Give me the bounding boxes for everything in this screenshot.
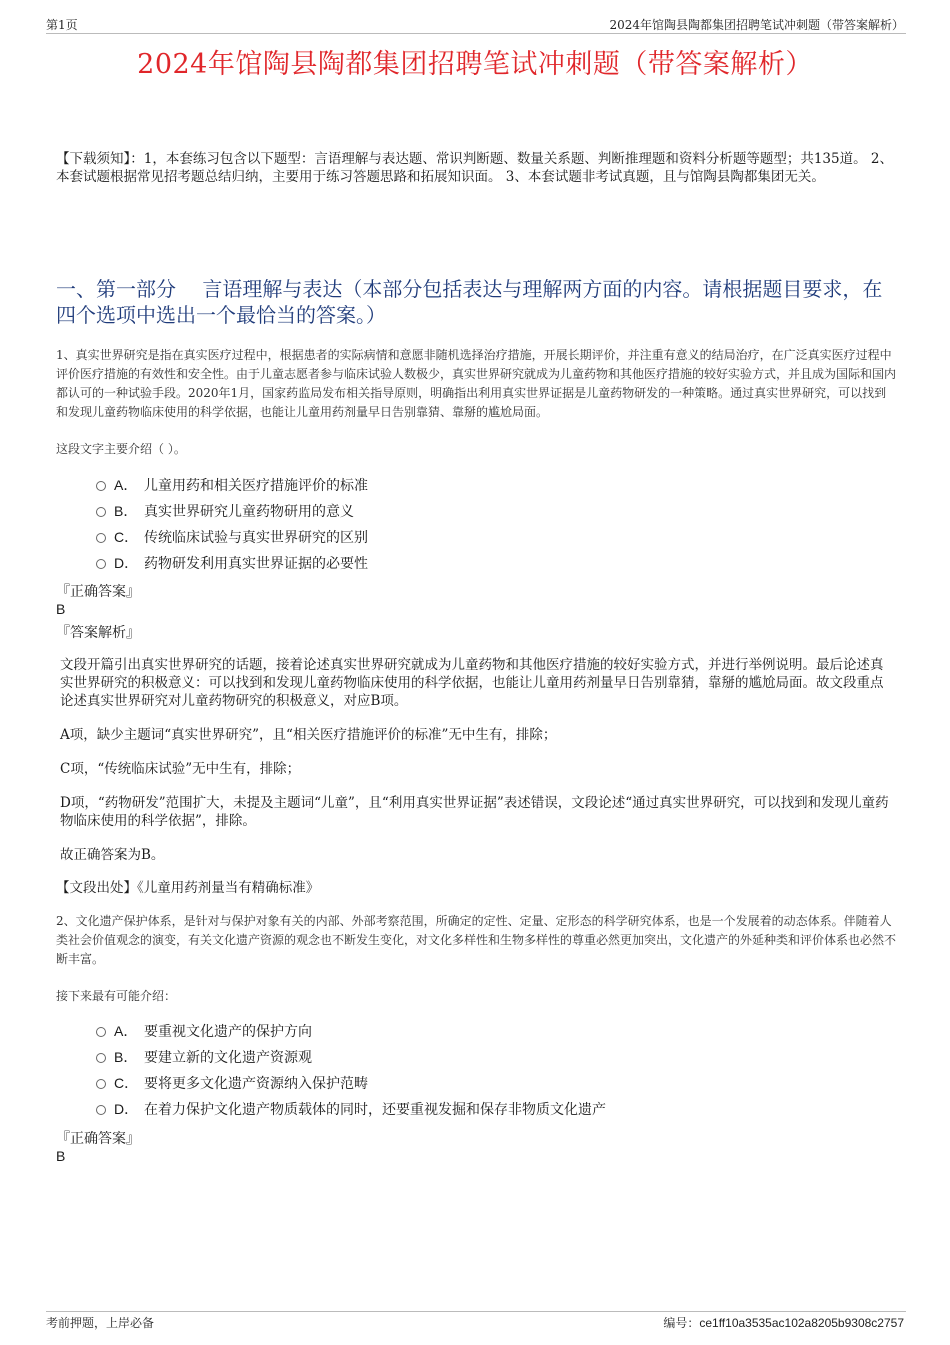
answer-label: 『正确答案』 — [56, 1131, 140, 1147]
radio-icon[interactable] — [96, 1027, 106, 1037]
option-text: 要将更多文化遗产资源纳入保护范畴 — [144, 1076, 368, 1092]
question-1-passage: 1、真实世界研究是指在真实医疗过程中，根据患者的实际病情和意愿非随机选择治疗措施，开展长期评价，并注重有意义的结局治疗，在广泛真实医疗过程中评价医疗措施的有效性和安全性。由于儿童志愿者参与临床试验人数极少，真实世界研究就成为儿童药物和其他医疗措施的较好实验方式，并且成为国际和国内都认可的一种试验手段。2020年1月，国家药监局发布相关指导原则，明确指出利用真实世界证据是儿童药物研发的一种策略。通过真实世界研究，可以找到和发现儿童药物临床使用的科学依据，也能让儿童用药剂量早日告别靠猜、靠掰的尴尬局面。 — [56, 348, 897, 419]
analysis-paragraph-2: A项，缺少主题词“真实世界研究”，且“相关医疗措施评价的标准”无中生有，排除； — [60, 727, 557, 743]
option-b[interactable] — [96, 1047, 606, 1067]
passage-source: 【文段出处】《儿童用药剂量当有精确标准》 — [56, 880, 320, 896]
option-letter: D． — [114, 555, 139, 571]
answer-value: B — [56, 601, 66, 617]
option-text: 真实世界研究儿童药物研用的意义 — [144, 504, 354, 520]
answer-value: B — [56, 1148, 66, 1164]
page-number: 第1页 — [46, 18, 78, 32]
option-letter: A． — [114, 477, 138, 493]
analysis-label: 『答案解析』 — [56, 625, 140, 641]
radio-icon[interactable] — [96, 559, 106, 569]
radio-icon[interactable] — [96, 1053, 106, 1063]
option-c[interactable] — [96, 1073, 606, 1093]
option-text: 在着力保护文化遗产物质载体的同时，还要重视发掘和保存非物质文化遗产 — [144, 1102, 606, 1118]
question-2-prompt: 接下来最有可能介绍： — [56, 989, 177, 1003]
footer-code-label: 编号： — [663, 1316, 700, 1330]
section-heading: 一、第一部分 言语理解与表达（本部分包括表达与理解两方面的内容。请根据题目要求，在四个选项中选出一个最恰当的答案。） — [56, 277, 883, 327]
footer-slogan: 考前押题，上岸必备 — [46, 1316, 155, 1330]
footer-code-value: ce1ff10a3535ac102a8205b9308c2757 — [699, 1316, 904, 1330]
radio-icon[interactable] — [96, 507, 106, 517]
analysis-paragraph-4: D项，“药物研发”范围扩大，未提及主题词“儿童”，且“利用真实世界证据”表述错误，文段论述“通过真实世界研究，可以找到和发现儿童药物临床使用的科学依据”，排除。 — [60, 795, 889, 829]
radio-icon[interactable] — [96, 481, 106, 491]
question-2-options — [96, 1021, 606, 1119]
option-d[interactable] — [96, 553, 368, 573]
radio-icon[interactable] — [96, 1105, 106, 1115]
option-letter: B． — [114, 1049, 138, 1065]
question-2-passage: 2、文化遗产保护体系，是针对与保护对象有关的内部、外部考察范围，所确定的定性、定量、定形态的科学研究体系，也是一个发展着的动态体系。伴随着人类社会价值观念的演变，有关文化遗产资源的观念也不断发生变化，对文化多样性和生物多样性的尊重必然更加突出，文化遗产的外延种类和评价体系也必然不断丰富。 — [56, 914, 897, 966]
radio-icon[interactable] — [96, 533, 106, 543]
option-d[interactable] — [96, 1099, 606, 1119]
option-text: 传统临床试验与真实世界研究的区别 — [144, 530, 368, 546]
option-a[interactable] — [96, 1021, 606, 1041]
footer-rule — [46, 1311, 906, 1312]
option-b[interactable] — [96, 501, 368, 521]
download-notice: 【下载须知】：1，本套练习包含以下题型：言语理解与表达题、常识判断题、数量关系题、判断推理题和资料分析题等题型；共135道。 2、本套试题根据常见招考题总结归纳，主要用于练习答题思路和拓展知识面。 3、本套试题非考试真题，且与馆陶县陶都集团无关。 — [56, 151, 893, 185]
answer-label: 『正确答案』 — [56, 584, 140, 600]
question-1-options — [96, 475, 368, 573]
option-letter: A． — [114, 1023, 138, 1039]
option-text: 儿童用药和相关医疗措施评价的标准 — [144, 478, 368, 494]
option-letter: B． — [114, 503, 138, 519]
option-text: 要重视文化遗产的保护方向 — [144, 1024, 312, 1040]
footer-code — [663, 1314, 904, 1331]
radio-icon[interactable] — [96, 1079, 106, 1089]
question-1-prompt: 这段文字主要介绍（ ）。 — [56, 442, 186, 456]
option-letter: D． — [114, 1101, 139, 1117]
option-c[interactable] — [96, 527, 368, 547]
option-letter: C． — [114, 1075, 139, 1091]
option-text: 要建立新的文化遗产资源观 — [144, 1050, 312, 1066]
running-header-title: 2024年馆陶县陶都集团招聘笔试冲刺题（带答案解析） — [609, 18, 904, 32]
analysis-paragraph-3: C项，“传统临床试验”无中生有，排除； — [60, 761, 301, 777]
option-a[interactable] — [96, 475, 368, 495]
option-letter: C． — [114, 529, 139, 545]
analysis-paragraph-1: 文段开篇引出真实世界研究的话题，接着论述真实世界研究就成为儿童药物和其他医疗措施的较好实验方式，并进行举例说明。最后论述真实世界研究的积极意义：可以找到和发现儿童药物临床使用的科学依据，也能让儿童用药剂量早日告别靠猜，靠掰的尴尬局面。故文段重点论述真实世界研究对儿童药物研究的积极意义，对应B项。 — [60, 657, 884, 709]
header-rule — [46, 33, 906, 34]
document-title: 2024年馆陶县陶都集团招聘笔试冲刺题（带答案解析） — [137, 49, 813, 80]
analysis-conclusion: 故正确答案为B。 — [60, 847, 165, 863]
option-text: 药物研发利用真实世界证据的必要性 — [144, 556, 368, 572]
